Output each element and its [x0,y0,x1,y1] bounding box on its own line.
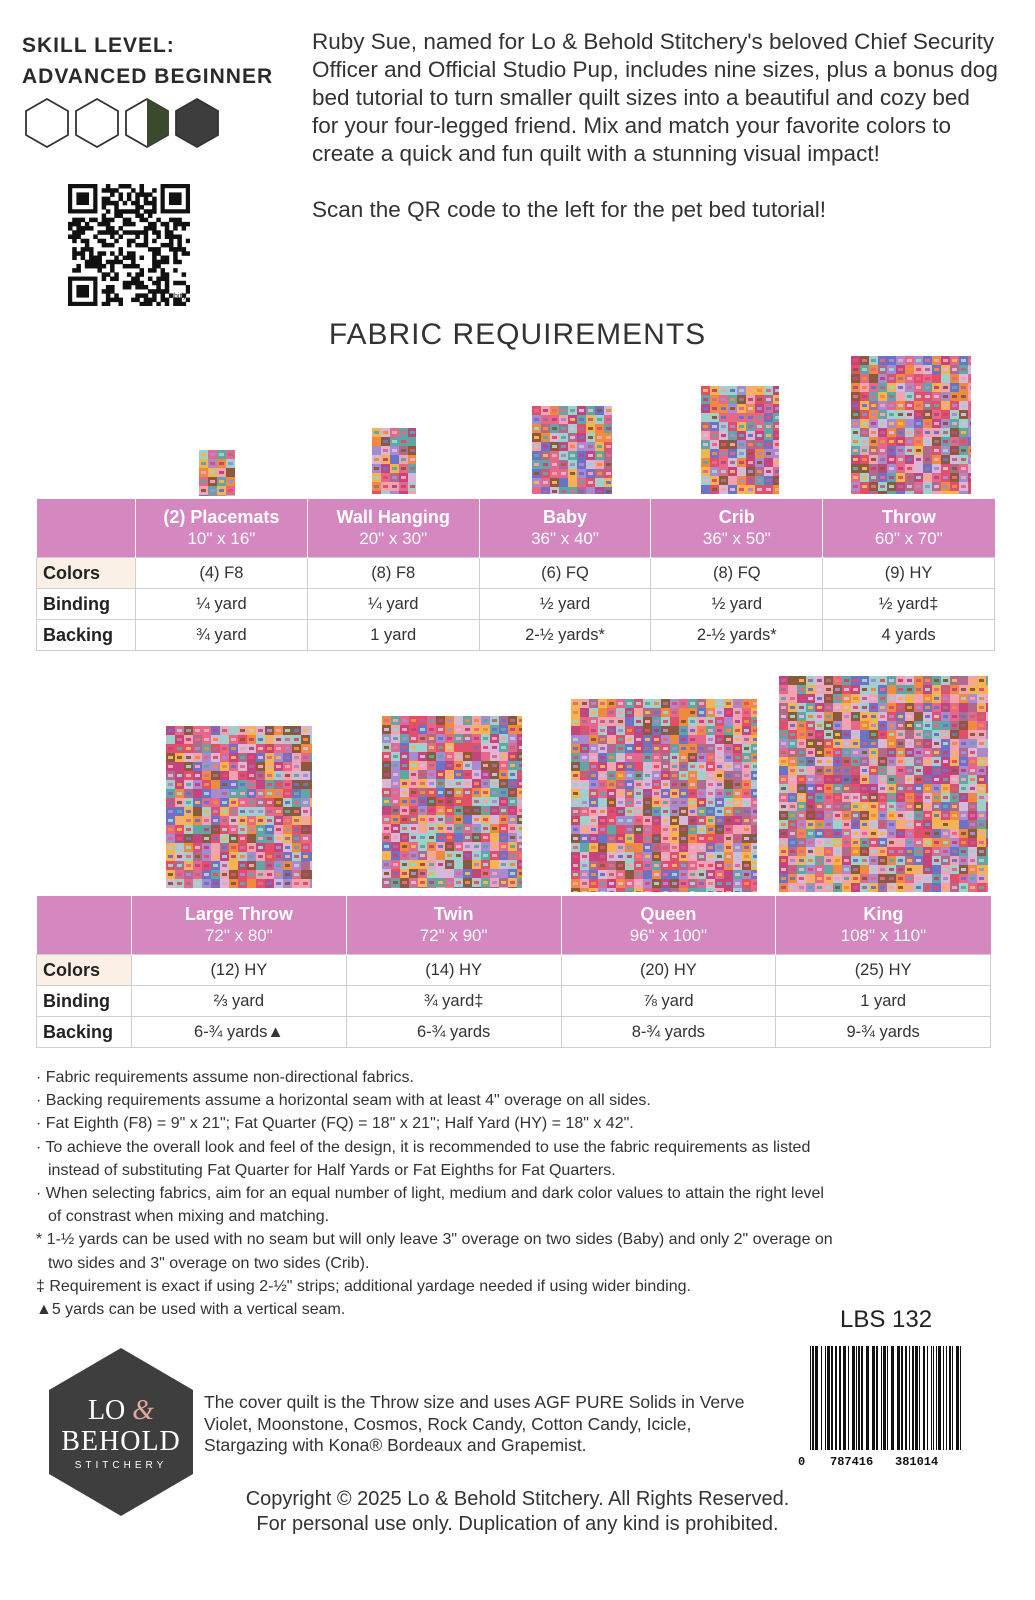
hexagon-empty-1 [26,99,68,147]
hexagon-empty-2 [76,99,118,147]
note: ▲5 yards can be used with a vertical seam. [36,1301,346,1319]
requirements-table-2 [36,896,991,1048]
size-header: Wall Hanging 20" x 30" [307,499,479,558]
table-row-colors: Colors (12) HY (14) HY (20) HY (25) HY [37,955,991,986]
fabric-requirements-title: FABRIC REQUIREMENTS [328,318,707,351]
barcode-digits-right: 381014 [895,1455,939,1469]
qr-caption: bitly [174,293,187,300]
size-header: King 108" x 110" [776,896,991,955]
skill-level-label: SKILL LEVEL: [22,34,175,57]
skill-hexagons [24,98,224,150]
lo-behold-logo: LO & BEHOLD STITCHERY [46,1346,196,1518]
note: two sides and 3" overage on two sides (Crib). [48,1254,370,1272]
quilt-image-twin [382,716,522,888]
quilt-image-baby [532,406,612,494]
usage-notice: For personal use only. Duplication of any kind is prohibited. [256,1513,779,1535]
table-row-backing: Backing ¾ yard 1 yard 2-½ yards* 2-½ yards* 4 yards [37,620,995,651]
table-row-binding: Binding ⅔ yard ¾ yard‡ ⅞ yard 1 yard [37,986,991,1017]
skill-level [22,30,273,92]
hexagon-full [176,99,218,147]
quilt-image-queen [571,699,757,892]
size-header: Queen 96" x 100" [561,896,776,955]
barcode-digit-left: 0 [798,1455,806,1469]
copyright [0,1487,1035,1537]
size-header: Twin 72" x 90" [346,896,561,955]
product-code: LBS 132 [840,1306,933,1333]
quilt-image-crib [701,386,779,494]
cover-quilt-description: The cover quilt is the Throw size and uses AGF PURE Solids in Verve Violet, Moonstone, Cosmos, Rock Candy, Cotton Candy, Icicle, Stargazing with Kona® Bordeaux and Grapemist. [204,1392,745,1456]
copyright-line: Copyright © 2025 Lo & Behold Stitchery. All Rights Reserved. [245,1488,790,1510]
size-header: Baby 36" x 40" [479,499,651,558]
size-header: (2) Placemats 10" x 16" [136,499,308,558]
note: · Backing requirements assume a horizontal seam with at least 4" overage on all sides. [36,1092,651,1110]
note: · Fabric requirements assume non-directional fabrics. [36,1069,414,1086]
note: of constrast when mixing and matching. [48,1208,330,1226]
note: ‡ Requirement is exact if using 2-½" strips; additional yardage needed if using wider binding. [36,1277,691,1295]
note: instead of substituting Fat Quarter for Half Yards or Fat Eighths for Fat Quarters. [48,1161,616,1179]
quilt-image-large-throw [166,726,312,888]
note: * 1-½ yards can be used with no seam but will only leave 3" overage on two sides (Baby) and only 2" overage on [36,1231,833,1249]
table-row-backing: Backing 6-¾ yards▲ 6-¾ yards 8-¾ yards 9-¾ yards [37,1017,991,1048]
barcode-image [808,1346,966,1458]
size-header: Large Throw 72" x 80" [132,896,347,955]
notes [36,1066,1016,1321]
note: · When selecting fabrics, aim for an equal number of light, medium and dark color values to attain the right level [36,1185,824,1203]
quilt-image-king [779,676,988,892]
quilt-image-wall-hanging [372,428,416,494]
size-header: Crib 36" x 50" [651,499,823,558]
skill-level-value: ADVANCED BEGINNER [22,65,274,88]
size-header: Throw 60" x 70" [823,499,995,558]
note: · To achieve the overall look and feel of the design, it is recommended to use the fabric requirements as listed [36,1138,811,1156]
qr-instruction: Scan the QR code to the left for the pet bed tutorial! [312,197,827,222]
qr-code[interactable] [68,184,190,306]
requirements-table-1 [36,499,995,651]
quilt-image-throw [851,356,971,494]
intro-text [312,28,1002,252]
table-row-binding: Binding ¼ yard ¼ yard ½ yard ½ yard ½ yard‡ [37,589,995,620]
table-row-colors: Colors (4) F8 (8) F8 (6) FQ (8) FQ (9) HY [37,558,995,589]
quilt-image-placemats [199,450,235,496]
intro-paragraph: Ruby Sue, named for Lo & Behold Stitchery's beloved Chief Security Officer and Official Studio Pup, includes nine sizes, plus a bonus dog bed tutorial to turn smaller quilt sizes into a beautiful and cozy bed for your four-legged friend. Mix and match your favorite colors to create a quick and fun quilt with a stunning visual impact! [312,29,998,166]
note: · Fat Eighth (F8) = 9" x 21"; Fat Quarter (FQ) = 18" x 21"; Half Yard (HY) = 18" x 42". [36,1115,634,1133]
barcode-digits-mid: 787416 [830,1455,874,1469]
